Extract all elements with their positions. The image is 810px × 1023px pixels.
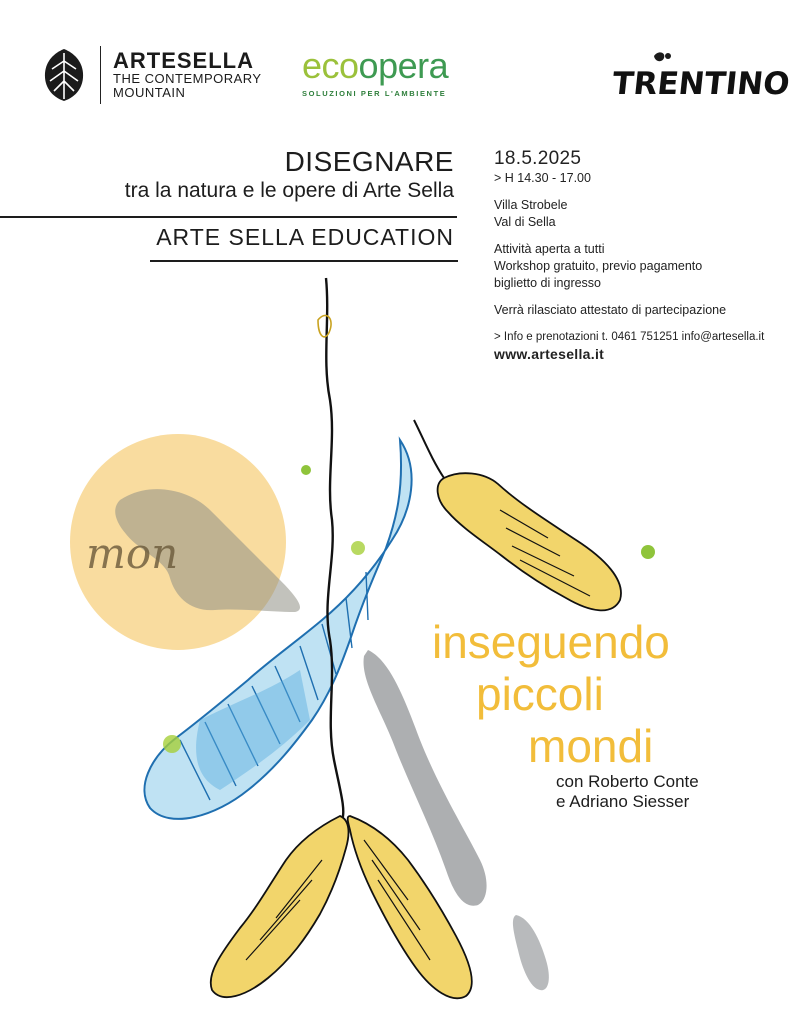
workshop-line-1: Workshop gratuito, previo pagamento [494, 259, 703, 273]
page-title: DISEGNARE [284, 146, 454, 177]
green-dot [301, 465, 311, 475]
feature-title-line-1: inseguendo [432, 616, 670, 668]
logo-divider [100, 46, 101, 104]
event-date: 18.5.2025 [494, 148, 582, 169]
event-time: > H 14.30 - 17.00 [494, 171, 591, 185]
authors-line-2: e Adriano Siesser [556, 792, 690, 811]
sun-scribble: mon [86, 529, 179, 578]
website-link[interactable]: www.artesella.it [494, 346, 605, 362]
trentino-logo-mark [610, 50, 792, 102]
ink-stem-side [318, 315, 331, 336]
certificate-note: Verrà rilasciato attestato di partecipazione [494, 303, 727, 317]
ecoopera-eco: eco [302, 45, 359, 86]
program-name: ARTE SELLA EDUCATION [156, 224, 454, 250]
green-dot [351, 541, 365, 555]
tree-bark-icon [42, 47, 86, 103]
event-heading [125, 147, 454, 205]
heading-rule-bottom [150, 260, 458, 262]
venue-line-1: Villa Strobele [494, 198, 568, 212]
ink-stem [326, 278, 343, 820]
artesella-tagline-1: THE CONTEMPORARY [113, 71, 262, 86]
right-samara-stem [414, 420, 444, 478]
ecoopera-tagline: SOLUZIONI PER L'AMBIENTE [302, 89, 447, 98]
artesella-tagline-2: MOUNTAIN [113, 85, 186, 100]
trentino-word: TRENTINO [610, 66, 792, 102]
authors [556, 772, 699, 812]
green-dot [641, 545, 655, 559]
open-to: Attività aperta a tutti [494, 242, 605, 256]
trentino-logo [610, 50, 792, 107]
right-samara [438, 473, 621, 610]
bottom-samara-left [211, 816, 349, 997]
feature-title-line-2: piccoli [476, 668, 604, 720]
authors-line-1: con Roberto Conte [556, 772, 699, 791]
workshop-line-2: biglietto di ingresso [494, 276, 602, 290]
heading-rule-top [0, 216, 457, 218]
feature-title [432, 616, 752, 772]
green-dot [163, 735, 181, 753]
contact-info: > Info e prenotazioni t. 0461 751251 info@artesella.it [494, 331, 765, 343]
venue-line-2: Val di Sella [494, 215, 556, 229]
ecoopera-opera: opera [358, 45, 449, 86]
feature-title-line-3: mondi [528, 720, 654, 772]
artesella-name: ARTESELLA [113, 48, 254, 73]
artesella-logo [42, 44, 262, 106]
ecoopera-logo [302, 45, 449, 98]
page-subtitle: tra la natura e le opere di Arte Sella [124, 179, 454, 202]
grey-streak-small [513, 915, 549, 990]
